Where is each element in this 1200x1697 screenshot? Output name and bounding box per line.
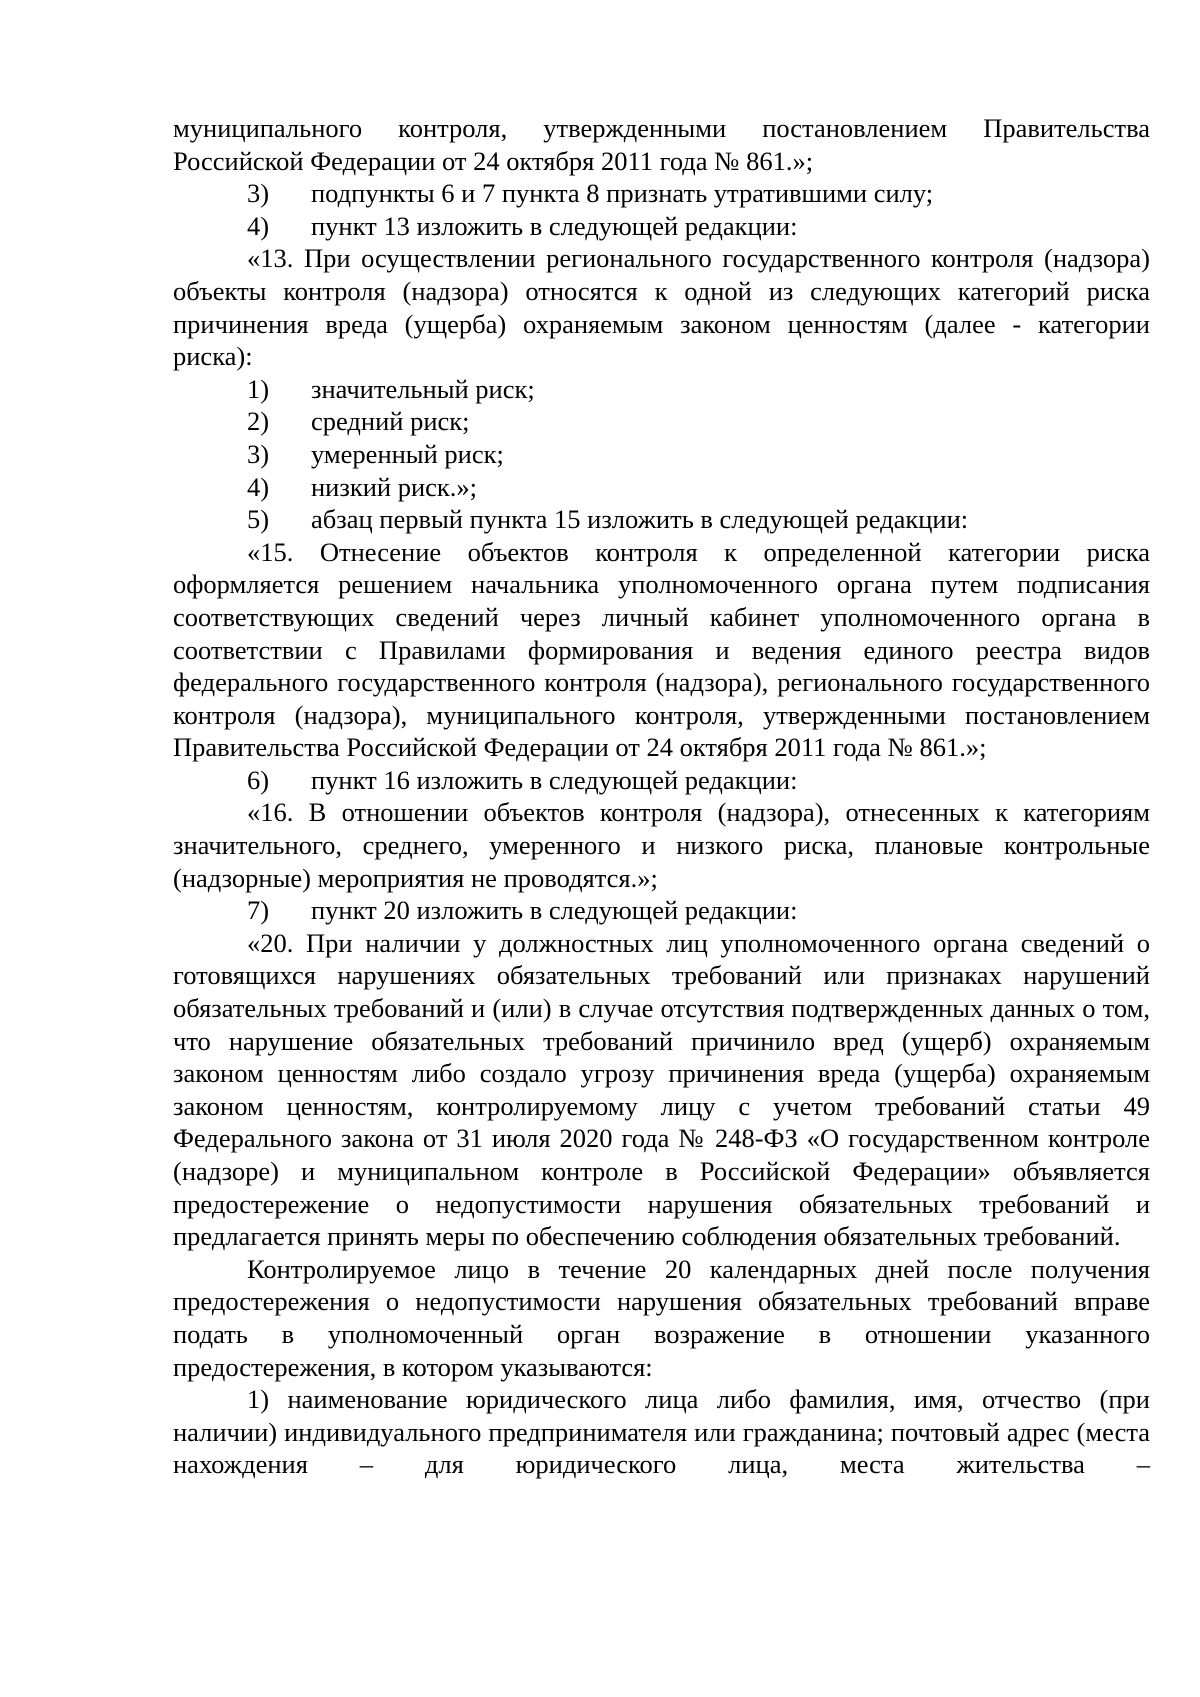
objection-item-1: 1) наименование юридического лица либо фамилия, имя, отчество (при наличии) индивидуального предпринимателя или гражданина; почтовый адрес (места нахождения – для юридического лица, места жительства – <box>173 1384 1150 1480</box>
list-number: 3) <box>247 178 270 209</box>
list-item <box>173 438 1150 471</box>
list-text: значительный риск; <box>311 373 535 404</box>
list-number: 5) <box>247 504 270 535</box>
quote-paragraph-13: «13. При осуществлении регионального государственного контроля (надзора) объекты контроля (надзора) относятся к одной из следующих категорий риска причинения вреда (ущерба) охраняемым законом ценностям (далее - категории риска): <box>173 243 1150 372</box>
document-page <box>173 112 1150 1481</box>
objection-paragraph: Контролируемое лицо в течение 20 календарных дней после получения предостережения о недопустимости нарушения обязательных требований вправе подать в уполномоченный орган возражение в отношении указанного предостережения, в котором указываются: <box>173 1253 1150 1382</box>
quote-paragraph-16: «16. В отношении объектов контроля (надзора), отнесенных к категориям значительного, среднего, умеренного и низкого риска, плановые контрольные (надзорные) мероприятия не проводятся.»; <box>173 797 1150 893</box>
list-item <box>173 503 1150 536</box>
list-item <box>173 405 1150 438</box>
list-item <box>173 210 1150 243</box>
list-text: подпункты 6 и 7 пункта 8 признать утратившими силу; <box>311 178 934 209</box>
list-text: низкий риск.»; <box>311 471 478 502</box>
list-item <box>173 177 1150 210</box>
quote-paragraph-15: «15. Отнесение объектов контроля к определенной категории риска оформляется решением начальника уполномоченного органа путем подписания соответствующих сведений через личный кабинет уполномоченного органа в соответствии с Правилами формирования и ведения единого реестра видов федерального государственного контроля (надзора), регионального государственного контроля (надзора), муниципального контроля, утвержденными постановлением Правительства Российской Федерации от 24 октября 2011 года № 861.»; <box>173 536 1150 763</box>
list-number: 3) <box>247 438 270 469</box>
continuation-paragraph: муниципального контроля, утвержденными постановлением Правительства Российской Федерации от 24 октября 2011 года № 861.»; <box>173 113 1150 176</box>
list-text: средний риск; <box>311 406 470 437</box>
quote-paragraph-20: «20. При наличии у должностных лиц уполномоченного органа сведений о готовящихся нарушениях обязательных требований или признаках нарушений обязательных требований и (или) в случае отсутствия подтвержденных данных о том, что нарушение обязательных требований причинило вред (ущерб) охраняемым законом ценностям либо создало угрозу причинения вреда (ущерба) охраняемым законом ценностям, контролируемому лицу с учетом требований статьи 49 Федерального закона от 31 июля 2020 года № 248-ФЗ «О государственном контроле (надзоре) и муниципальном контроле в Российской Федерации» объявляется предостережение о недопустимости нарушения обязательных требований и предлагается принять меры по обеспечению соблюдения обязательных требований. <box>173 927 1150 1252</box>
list-text: пункт 16 изложить в следующей редакции: <box>311 764 798 795</box>
list-text: умеренный риск; <box>311 438 504 469</box>
list-item <box>173 471 1150 504</box>
list-number: 7) <box>247 895 270 926</box>
list-text: абзац первый пункта 15 изложить в следующей редакции: <box>311 504 969 535</box>
list-text: пункт 20 изложить в следующей редакции: <box>311 895 798 926</box>
list-number: 1) <box>247 373 270 404</box>
list-text: пункт 13 изложить в следующей редакции: <box>311 210 798 241</box>
list-number: 4) <box>247 471 270 502</box>
list-number: 4) <box>247 210 270 241</box>
list-number: 2) <box>247 406 270 437</box>
list-number: 6) <box>247 764 270 795</box>
list-item <box>173 764 1150 797</box>
list-item <box>173 373 1150 406</box>
list-item <box>173 894 1150 927</box>
